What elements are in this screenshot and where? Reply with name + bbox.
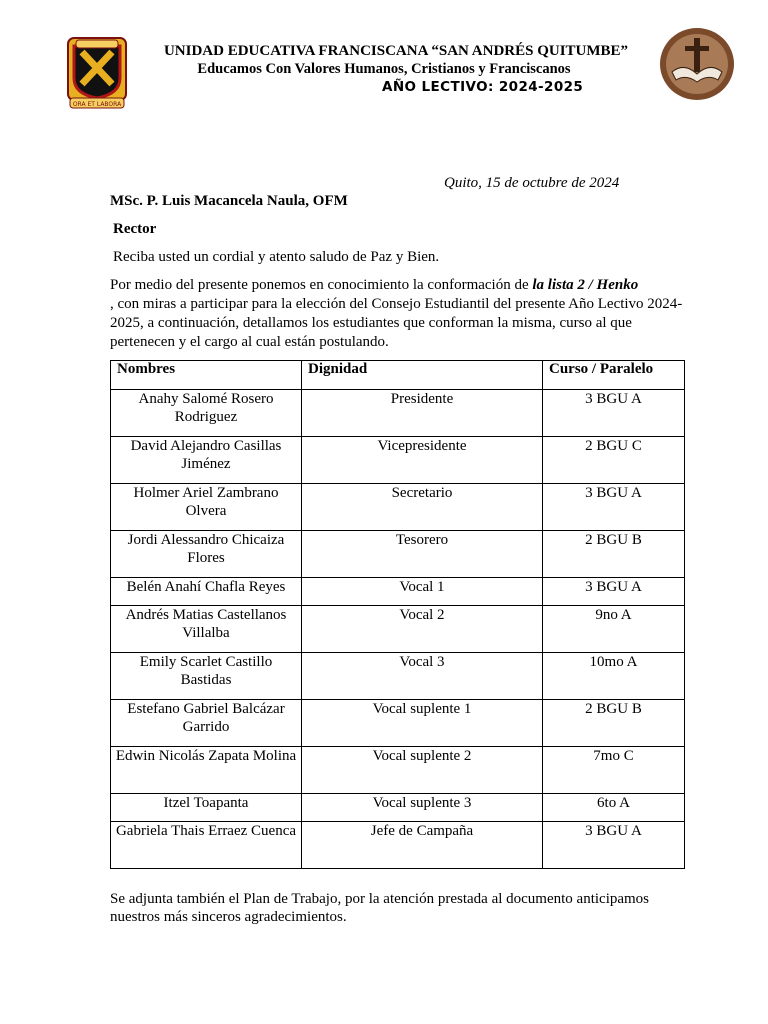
institution-motto: Educamos Con Valores Humanos, Cristianos y Franciscanos: [197, 61, 571, 77]
recipient-name: MSc. P. Luis Macancela Naula, OFM: [110, 193, 348, 209]
letter-date: Quito, 15 de octubre de 2024: [444, 175, 620, 191]
table-row: David Alejandro Casillas Jiménez Vicepresidente 2 BGU C: [111, 437, 685, 484]
letter-body: Por medio del presente ponemos en conocimiento la conformación de la lista 2 / Henko , con miras a participar para la elección del Consejo Estudiantil del presente Año Lectivo 2024-2025, a continuación, detallamos los estudiantes que conforman la misma, curso al que pertenecen y el cargo al cual están postulando.: [110, 277, 683, 350]
table-row: Gabriela Thais Erraez Cuenca Jefe de Campaña 3 BGU A: [111, 822, 685, 869]
table-row: Anahy Salomé Rosero Rodriguez Presidente 3 BGU A: [111, 390, 685, 437]
list-name: la lista 2 / Henko: [532, 277, 639, 293]
table-row: Jordi Alessandro Chicaiza Flores Tesorero 2 BGU B: [111, 531, 685, 578]
header-dignity: Dignidad: [302, 361, 543, 390]
table-row: Itzel Toapanta Vocal suplente 3 6to A: [111, 794, 685, 822]
table-row: Andrés Matias Castellanos Villalba Vocal 2 9no A: [111, 606, 685, 653]
table-row: Edwin Nicolás Zapata Molina Vocal suplente 2 7mo C: [111, 747, 685, 794]
candidates-table: [110, 360, 685, 869]
recipient-role: Rector: [113, 221, 157, 237]
table-row: Holmer Ariel Zambrano Olvera Secretario 3 BGU A: [111, 484, 685, 531]
closing-paragraph: Se adjunta también el Plan de Trabajo, por la atención prestada al documento anticipamos nuestros más sinceros agradecimientos.: [110, 891, 650, 925]
institution-name: UNIDAD EDUCATIVA FRANCISCANA “SAN ANDRÉS QUITUMBE”: [163, 43, 629, 59]
table-header-row: [111, 361, 685, 390]
header-course: Curso / Paralelo: [543, 361, 685, 390]
svg-text:ORA ET LABORA: ORA ET LABORA: [72, 101, 122, 108]
greeting: Reciba usted un cordial y atento saludo de Paz y Bien.: [113, 249, 440, 265]
table-row: Estefano Gabriel Balcázar Garrido Vocal suplente 1 2 BGU B: [111, 700, 685, 747]
school-year: AÑO LECTIVO: 2024-2025: [382, 79, 584, 95]
table-row: Belén Anahí Chafla Reyes Vocal 1 3 BGU A: [111, 578, 685, 606]
table-row: Emily Scarlet Castillo Bastidas Vocal 3 10mo A: [111, 653, 685, 700]
header-names: Nombres: [111, 361, 302, 390]
